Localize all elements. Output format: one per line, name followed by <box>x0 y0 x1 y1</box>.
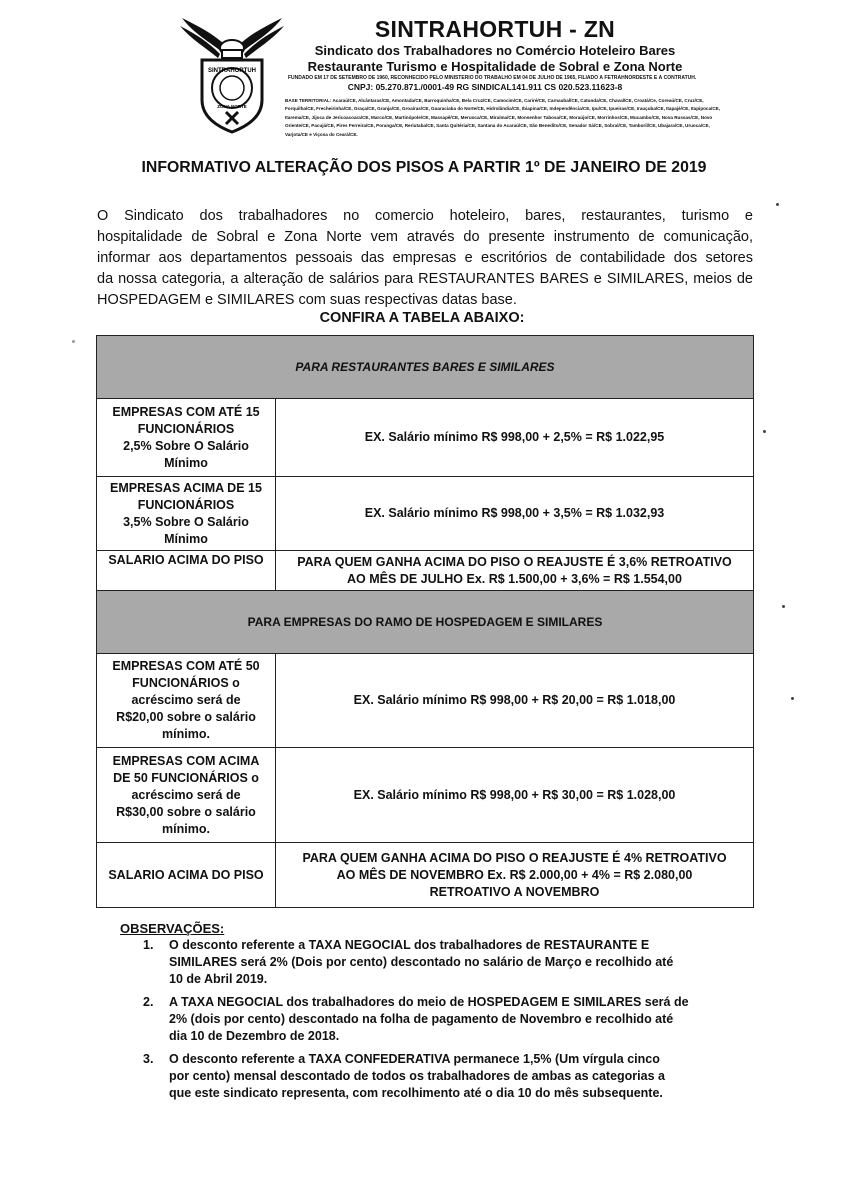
row-category: EMPRESAS COM ACIMA DE 50 FUNCIONÁRIOS o acréscimo será de R$30,00 sobre o salário mínimo. <box>112 753 260 836</box>
row-example: EX. Salário mínimo R$ 998,00 + 2,5% = R$ 1.022,95 <box>364 430 665 444</box>
row-category: EMPRESAS COM ATÉ 50 FUNCIONÁRIOS o acréscimo será de R$20,00 sobre o salário mínimo. <box>112 659 260 741</box>
table-caption: CONFIRA A TABELA ABAIXO: <box>319 310 525 326</box>
intro-line: O Sindicato dos trabalhadores no comercio hoteleiro, bares, restaurantes, turismo e <box>97 208 753 224</box>
list-item-text: O desconto referente a TAXA CONFEDERATIVA permanece 1,5% (Um vírgula cinco por cento) mensal descontado de todos os trabalhadores de ambas as categorias a que este sindicato representa, com recolhimento até o dia 10 do mês subsequente. <box>169 1052 665 1100</box>
row-category: SALARIO ACIMA DO PISO <box>108 867 264 882</box>
union-fullname-line2: Restaurante Turismo e Hospitalidade de Sobral e Zona Norte <box>307 59 683 74</box>
logo-subtext: ZONA NORTE <box>217 104 247 109</box>
section-header-lodging: PARA EMPRESAS DO RAMO DE HOSPEDAGEM E SIMILARES <box>97 591 753 654</box>
row-category: EMPRESAS ACIMA DE 15 FUNCIONÁRIOS 3,5% Sobre O Salário Mínimo <box>110 480 262 546</box>
table-row <box>97 654 753 748</box>
row-category: SALARIO ACIMA DO PISO <box>108 553 264 567</box>
list-item <box>143 937 733 988</box>
table-row <box>97 399 753 477</box>
list-item <box>143 994 733 1045</box>
list-item-text: A TAXA NEGOCIAL dos trabalhadores do meio de HOSPEDAGEM E SIMILARES será de 2% (dois por cento) descontado na folha de pagamento de Novembro e recolhido até dia 10 de Dezembro de 2018. <box>169 995 689 1043</box>
intro-line: informar aos departamentos pessoais das empresas e escritórios de contabilidade dos setores <box>97 250 753 266</box>
cnpj-line: CNPJ: 05.270.871./0001-49 RG SINDICAL141.911 CS 020.523.11623-8 <box>347 82 623 92</box>
scan-speck <box>763 430 766 433</box>
wage-table <box>96 335 754 908</box>
union-fullname-line1: Sindicato dos Trabalhadores no Comércio Hoteleiro Bares <box>314 43 676 58</box>
observations-title: OBSERVAÇÕES: <box>120 921 225 936</box>
section-header-restaurants: PARA RESTAURANTES BARES E SIMILARES <box>97 336 753 399</box>
table-row <box>97 843 753 907</box>
table-row <box>97 551 753 591</box>
scan-speck <box>782 605 785 608</box>
intro-line: HOSPEDAGEM e SIMILARES com suas respectivas datas base. <box>97 292 517 308</box>
row-example: EX. Salário mínimo R$ 998,00 + 3,5% = R$ 1.032,93 <box>364 506 665 520</box>
row-example: EX. Salário mínimo R$ 998,00 + R$ 20,00 = R$ 1.018,00 <box>353 693 676 707</box>
union-name: SINTRAHORTUH - ZN <box>374 16 616 42</box>
logo-text: SINTRAHORTUH <box>208 68 256 74</box>
list-item-number: 3. <box>143 1052 154 1066</box>
intro-line: hospitalidade de Sobral e Zona Norte vem através do presente instrumento de comunicação, <box>97 229 753 245</box>
scan-speck <box>72 340 75 343</box>
union-emblem-icon <box>178 12 286 138</box>
row-example: PARA QUEM GANHA ACIMA DO PISO O REAJUSTE É 4% RETROATIVO AO MÊS DE NOVEMBRO Ex. R$ 2.000,00 + 4% = R$ 2.080,00 RETROATIVO A NOVEMBRO <box>302 850 727 899</box>
territorial-base: BASE TERRITORIAL: Acaraú/CE, Alcântaras/CE, Amontada/CE, Barroquinha/CE, Bela Cruz/CE, Camocim/CE, Cariré/CE, Carnaubal/CE, Catunda/CE, Chaval/CE, Croatá/Ce, Coreaú/CE, Cruz/CE, Forquilha/CE, Frecheirinha/CE, Graça/CE, Granja/CE, Groaíras/CE, Guaraciaba do Norte/CE, Hidrolândia/CE, Ibiapina/CE, Independência/CE, Ipu/CE, Ipueiras/CE, Irauçuba/CE, Itapajé/CE, Itapipoca/CE, Itarema/CE, Jijoca de Jericoacoara/CE, Marco/CE, Martinópole/CE, Massapê/CE, Meruoca/CE, Miraíma/CE, Monsenhor Tabosa/CE, Moraújo/CE, Morrinhos/CE, Mucambo/CE, Nova Russas/CE, Novo Oriente/CE, Pacujá/CE, Pires Ferreira/CE, Poranga/CE, Reriutaba/CE, Santa Quitéria/CE, Santana do Acaraú/CE, São Benedito/CE, Senador Sá/CE, Sobral/CE, Tamboril/CE, Ubajara/CE, Uruoca/CE, Varjota/CE e Viçosa do Ceará/CE. <box>285 98 720 137</box>
list-item-text: O desconto referente a TAXA NEGOCIAL dos trabalhadores de RESTAURANTE E SIMILARES será 2% (Dois por cento) descontado no salário de Março e recolhido até 10 de Abril 2019. <box>169 938 674 986</box>
row-category: EMPRESAS COM ATÉ 15 FUNCIONÁRIOS 2,5% Sobre O Salário Mínimo <box>112 404 260 470</box>
intro-paragraph <box>97 206 753 311</box>
list-item <box>143 1051 733 1102</box>
founding-note: FUNDADO EM 17 DE SETEMBRO DE 1960, RECONHECIDO PELO MINISTÉRIO DO TRABALHO EM 04 DE JULHO DE 1965, FILIADO À FETRAHNORDESTE E À CONTRATUH. <box>288 75 697 81</box>
list-item-number: 1. <box>143 938 154 952</box>
intro-line: da nossa categoria, a alteração de salários para RESTAURANTES BARES e SIMILARES, meios de <box>97 271 753 287</box>
list-item-number: 2. <box>143 995 154 1009</box>
row-example: EX. Salário mínimo R$ 998,00 + R$ 30,00 = R$ 1.028,00 <box>353 787 676 802</box>
document-title: INFORMATIVO ALTERAÇÃO DOS PISOS A PARTIR 1º DE JANEIRO DE 2019 <box>141 159 707 176</box>
table-row <box>97 748 753 843</box>
table-row <box>97 477 753 551</box>
observations-list <box>143 937 733 1108</box>
scan-speck <box>791 697 794 700</box>
row-example: PARA QUEM GANHA ACIMA DO PISO O REAJUSTE É 3,6% RETROATIVO AO MÊS DE JULHO Ex. R$ 1.500,00 + 3,6% = R$ 1.554,00 <box>297 554 732 586</box>
scan-speck <box>776 203 779 206</box>
